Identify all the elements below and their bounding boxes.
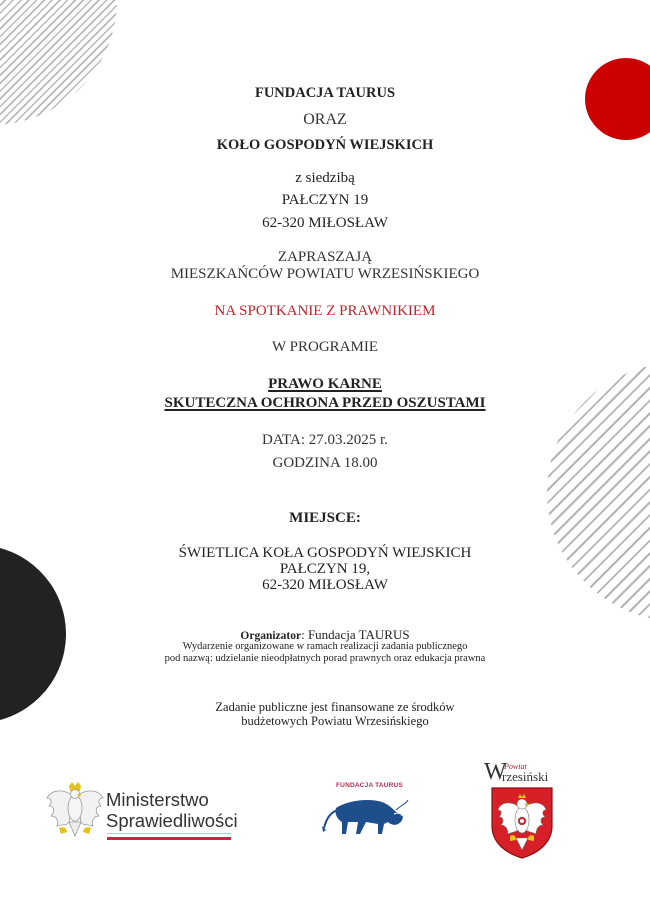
seat-label: z siedzibą (295, 170, 355, 186)
coat-of-arms-icon (490, 786, 554, 860)
program-label: W PROGRAMIE (272, 339, 378, 355)
bull-icon (318, 792, 413, 842)
funding-line-1: Zadanie publiczne jest finansowane ze środków (215, 700, 455, 714)
invite-line-1: ZAPRASZAJĄ (277, 249, 373, 265)
topic-2: SKUTECZNA OCHRONA PRZED OSZUSTAMI (164, 395, 486, 411)
organizer-value: : Fundacja TAURUS (301, 627, 410, 642)
striped-circle-top-left (0, 0, 117, 125)
ministry-name-line-1: Ministerstwo (106, 789, 209, 810)
venue-line-3: 62-320 MIŁOSŁAW (262, 577, 388, 593)
taurus-logo-title: FUNDACJA TAURUS (336, 782, 403, 789)
event-time: GODZINA 18.00 (272, 455, 378, 471)
organizer-2-title: KOŁO GOSPODYŃ WIEJSKICH (216, 137, 434, 153)
ministry-divider (107, 833, 231, 834)
powiat-small-label: Powiat (504, 762, 527, 771)
venue-label: MIEJSCE: (289, 510, 361, 526)
ministry-of-justice-logo (45, 780, 240, 850)
fundacja-taurus-logo (318, 782, 413, 842)
invite-line-2: MIESZKAŃCÓW POWIATU WRZESIŃSKIEGO (170, 266, 480, 282)
funding-line-2: budżetowych Powiatu Wrzesińskiego (241, 714, 429, 728)
topic-1: PRAWO KARNE (268, 376, 382, 392)
organizer-note-1: Wydarzenie organizowane w ramach realizacji zadania publicznego (182, 641, 468, 652)
organizer-note-2: pod nazwą: udzielanie nieodpłatnych porad prawnych oraz edukacja prawna (164, 653, 486, 664)
event-date: DATA: 27.03.2025 r. (262, 432, 388, 448)
address-line-2: 62-320 MIŁOSŁAW (262, 215, 388, 231)
event-title: NA SPOTKANIE Z PRAWNIKIEM (214, 303, 436, 319)
powiat-wrzesinski-logo (484, 759, 559, 862)
organizer-label: Organizator (240, 630, 302, 642)
venue-line-2: PAŁCZYN 19, (279, 561, 371, 577)
ministry-red-bar (107, 837, 231, 840)
organizer-1-title: FUNDACJA TAURUS (254, 85, 396, 101)
powiat-w-letter: W (484, 759, 507, 785)
ministry-name-line-2: Sprawiedliwości (106, 810, 238, 831)
conjunction-text: ORAZ (303, 111, 347, 128)
address-line-1: PAŁCZYN 19 (281, 192, 369, 208)
powiat-name: rzesiński (502, 769, 549, 784)
venue-line-1: ŚWIETLICA KOŁA GOSPODYŃ WIEJSKICH (178, 545, 472, 561)
polish-eagle-icon (45, 782, 105, 844)
